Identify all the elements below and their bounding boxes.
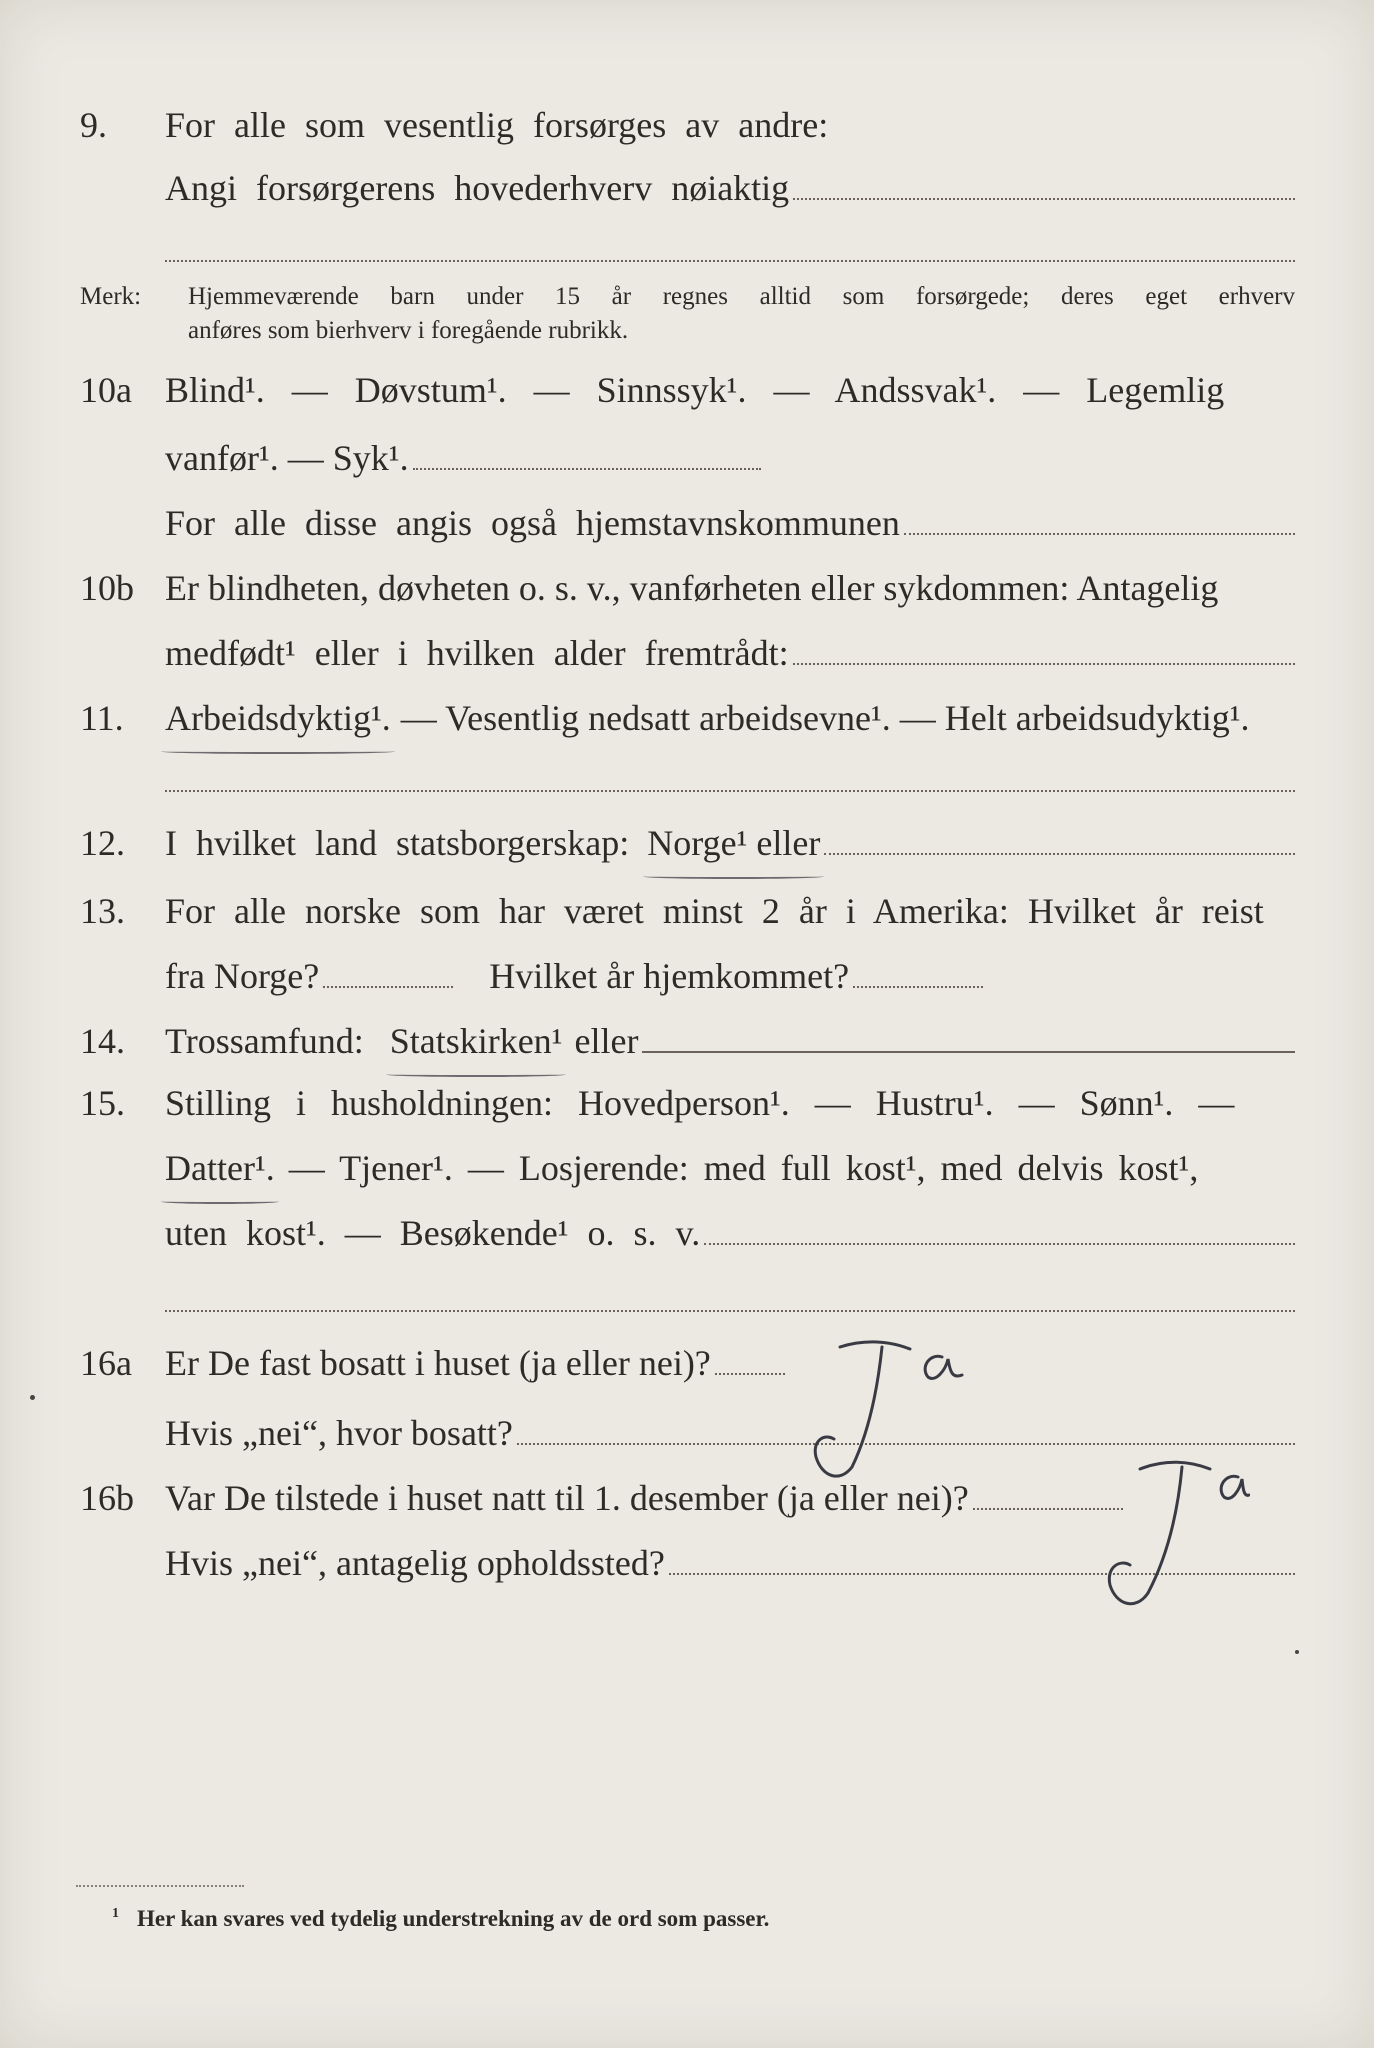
q10a-answer-field[interactable] bbox=[413, 432, 761, 470]
q10b-line1 bbox=[80, 560, 1295, 616]
q12-answer-field[interactable] bbox=[824, 817, 1295, 855]
q9-line2 bbox=[80, 160, 1295, 216]
scan-speck bbox=[30, 1395, 35, 1400]
q14-selected-answer: Statskirken¹ bbox=[390, 1013, 563, 1069]
q16b-prompt: Var De tilstede i huset natt til 1. desember (ja eller nei)? bbox=[165, 1478, 969, 1518]
q15-answer-field[interactable] bbox=[704, 1207, 1295, 1245]
footnote bbox=[112, 1906, 769, 1932]
q11-line2 bbox=[80, 760, 1295, 816]
q9-prompt: Angi forsørgerens hovederhverv nøiaktig bbox=[165, 168, 790, 208]
q9-line1 bbox=[80, 97, 1295, 153]
q10a-line3 bbox=[80, 495, 1295, 551]
q10a-text: Blind¹. — Døvstum¹. — Sinnssyk¹. — Andssvak¹. — Legemlig bbox=[165, 370, 1225, 410]
q11-selected-option: Arbeidsdyktig¹. bbox=[165, 690, 391, 746]
q12-selected-answer: Norge¹ eller bbox=[647, 815, 820, 871]
footnote-rule bbox=[76, 1885, 244, 1887]
merk-line1: Hjemmeværende barn under 15 år regnes alltid som forsørgede; deres eget erhverv bbox=[188, 283, 1295, 310]
q13-line2 bbox=[80, 948, 1295, 1004]
q15-line4 bbox=[80, 1280, 1295, 1336]
q16b-number: 16b bbox=[80, 1478, 134, 1518]
q9-answer-field[interactable] bbox=[793, 162, 1295, 200]
q16a-handwritten-answer bbox=[770, 1335, 970, 1485]
q14-answer-field[interactable] bbox=[642, 1015, 1295, 1053]
q14-prompt: Trossamfund: bbox=[165, 1021, 364, 1061]
q15-options-2: uten kost¹. — Besøkende¹ o. s. v. bbox=[165, 1213, 701, 1253]
q10a-hjemstavn-prompt: For alle disse angis også hjemstavnskommunen bbox=[165, 503, 900, 543]
q16a-line2 bbox=[80, 1405, 1295, 1461]
q11-other-options: — Vesentlig nedsatt arbeidsevne¹. — Helt arbeidsudyktig¹. bbox=[400, 698, 1250, 738]
q13-text: For alle norske som har været minst 2 år i Amerika: Hvilket år reist bbox=[165, 891, 1264, 931]
q11-line1 bbox=[80, 690, 1295, 746]
q15-number: 15. bbox=[80, 1083, 125, 1123]
q15-line1 bbox=[80, 1075, 1295, 1131]
q16a-nei-prompt: Hvis „nei“, hvor bosatt? bbox=[165, 1413, 513, 1453]
q10b-prompt: medfødt¹ eller i hvilken alder fremtrådt: bbox=[165, 633, 789, 673]
q12-prompt: I hvilket land statsborgerskap: bbox=[165, 823, 630, 863]
q14-line bbox=[80, 1013, 1295, 1069]
q13-reist-prompt: fra Norge? bbox=[165, 956, 320, 996]
q10a-number: 10a bbox=[80, 370, 132, 410]
q16b-handwritten-answer bbox=[1050, 1455, 1250, 1615]
q12-line bbox=[80, 815, 1295, 871]
q9-number: 9. bbox=[80, 105, 107, 145]
q16a-line1 bbox=[80, 1335, 1295, 1391]
q13-hjemkommet-field[interactable] bbox=[853, 950, 983, 988]
merk-line2: anføres som bierhverv i foregående rubrikk. bbox=[188, 317, 629, 344]
q13-reist-field[interactable] bbox=[323, 950, 453, 988]
q12-number: 12. bbox=[80, 823, 125, 863]
q16a-number: 16a bbox=[80, 1343, 132, 1383]
q13-hjemkommet-prompt: Hvilket år hjemkommet? bbox=[489, 956, 850, 996]
q10b-text: Er blindheten, døvheten o. s. v., vanførheten eller sykdommen: Antagelig bbox=[165, 568, 1219, 608]
q10a-hjemstavn-field[interactable] bbox=[904, 497, 1295, 535]
q10a-line2 bbox=[80, 430, 1295, 486]
footnote-text: Her kan svares ved tydelig understrekning av de ord som passer. bbox=[137, 1906, 770, 1931]
q14-suffix: eller bbox=[574, 1021, 639, 1061]
q10b-number: 10b bbox=[80, 568, 134, 608]
q9-line3 bbox=[80, 230, 1295, 286]
q10b-line2 bbox=[80, 625, 1295, 681]
q15-line2 bbox=[80, 1140, 1295, 1196]
footnote-marker: 1 bbox=[112, 1906, 119, 1922]
q16a-prompt: Er De fast bosatt i huset (ja eller nei)? bbox=[165, 1343, 711, 1383]
q15-line3 bbox=[80, 1205, 1295, 1261]
q9-answer-field-2[interactable] bbox=[165, 260, 1295, 262]
merk-note bbox=[80, 280, 1295, 350]
q11-answer-field[interactable] bbox=[165, 790, 1295, 792]
q13-line1 bbox=[80, 883, 1295, 939]
q16b-nei-prompt: Hvis „nei“, antagelig opholdssted? bbox=[165, 1543, 665, 1583]
q9-text: For alle som vesentlig forsørges av andre: bbox=[165, 105, 829, 145]
q15-text: Stilling i husholdningen: Hovedperson¹. — Hustru¹. — Sønn¹. — bbox=[165, 1083, 1235, 1123]
q10a-line1 bbox=[80, 362, 1295, 418]
q10b-answer-field[interactable] bbox=[793, 627, 1295, 665]
q15-options: — Tjener¹. — Losjerende: med full kost¹, med delvis kost¹, bbox=[288, 1148, 1199, 1188]
q14-number: 14. bbox=[80, 1021, 125, 1061]
merk-label: Merk: bbox=[80, 283, 142, 310]
q13-number: 13. bbox=[80, 891, 125, 931]
q10a-options-2: vanfør¹. — Syk¹. bbox=[165, 438, 409, 478]
q15-selected-answer: Datter¹. bbox=[165, 1140, 275, 1196]
q11-number: 11. bbox=[80, 698, 124, 738]
q15-answer-field-2[interactable] bbox=[165, 1310, 1295, 1312]
scan-speck bbox=[1295, 1650, 1299, 1654]
